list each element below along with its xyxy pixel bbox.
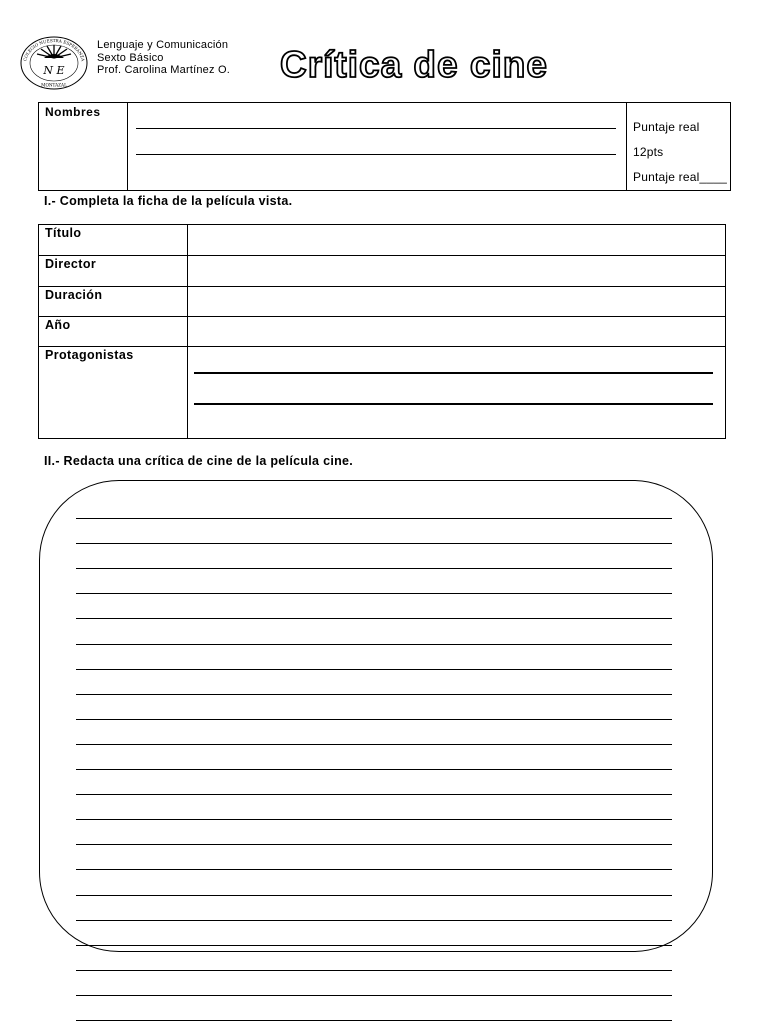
- page-title: Crítica de cine: [280, 44, 548, 85]
- score-cell: [627, 103, 731, 191]
- score-real: Puntaje real____: [633, 170, 727, 184]
- writing-line[interactable]: [76, 744, 672, 745]
- writing-line[interactable]: [76, 719, 672, 720]
- writing-line[interactable]: [76, 970, 672, 971]
- writing-line[interactable]: [76, 618, 672, 619]
- grade-line: Sexto Básico: [97, 51, 164, 64]
- movie-info-table: [38, 224, 726, 439]
- writing-line[interactable]: [76, 593, 672, 594]
- names-label: Nombres: [39, 103, 128, 191]
- writing-line[interactable]: [76, 920, 672, 921]
- writing-line[interactable]: [76, 945, 672, 946]
- row-label-director: Director: [39, 256, 188, 287]
- protagonist-line[interactable]: [194, 372, 713, 374]
- teacher-line: Prof. Carolina Martínez O.: [97, 64, 230, 76]
- field-director[interactable]: [188, 256, 726, 287]
- name-line[interactable]: [136, 154, 616, 155]
- section-1-heading: I.- Completa la ficha de la película vista.: [44, 194, 293, 208]
- field-titulo[interactable]: [188, 225, 726, 256]
- writing-line[interactable]: [76, 1020, 672, 1021]
- names-field[interactable]: [128, 103, 627, 191]
- logo-monogram: N E: [43, 64, 65, 77]
- writing-box: [39, 480, 713, 952]
- writing-line[interactable]: [76, 844, 672, 845]
- writing-line[interactable]: [76, 543, 672, 544]
- writing-line[interactable]: [76, 819, 672, 820]
- writing-line[interactable]: [76, 518, 672, 519]
- writing-line[interactable]: [76, 568, 672, 569]
- student-info-table: [38, 102, 731, 191]
- logo-bottom-text: MONTAZAL: [41, 82, 67, 88]
- protagonist-line[interactable]: [194, 403, 713, 405]
- row-label-titulo: Título: [39, 225, 188, 256]
- field-protagonistas[interactable]: [188, 347, 726, 439]
- row-label-anio: Año: [39, 317, 188, 347]
- logo-top-text: COLEGIO NUESTRA ESPERANZA: [22, 37, 86, 62]
- field-anio[interactable]: [188, 317, 726, 347]
- row-label-protagonistas: Protagonistas: [39, 347, 188, 439]
- section-2-heading: II.- Redacta una crítica de cine de la película cine.: [44, 454, 354, 468]
- name-line[interactable]: [136, 128, 616, 129]
- writing-line[interactable]: [76, 694, 672, 695]
- school-logo: [18, 34, 90, 92]
- writing-line[interactable]: [76, 669, 672, 670]
- field-duracion[interactable]: [188, 287, 726, 317]
- writing-line[interactable]: [76, 995, 672, 996]
- writing-line[interactable]: [76, 644, 672, 645]
- writing-line[interactable]: [76, 869, 672, 870]
- course-info: [97, 39, 230, 77]
- row-label-duracion: Duración: [39, 287, 188, 317]
- subject-line: Lenguaje y Comunicación: [97, 39, 229, 51]
- writing-line[interactable]: [76, 769, 672, 770]
- writing-line[interactable]: [76, 895, 672, 896]
- score-total: Puntaje real 12pts: [633, 120, 700, 159]
- writing-line[interactable]: [76, 794, 672, 795]
